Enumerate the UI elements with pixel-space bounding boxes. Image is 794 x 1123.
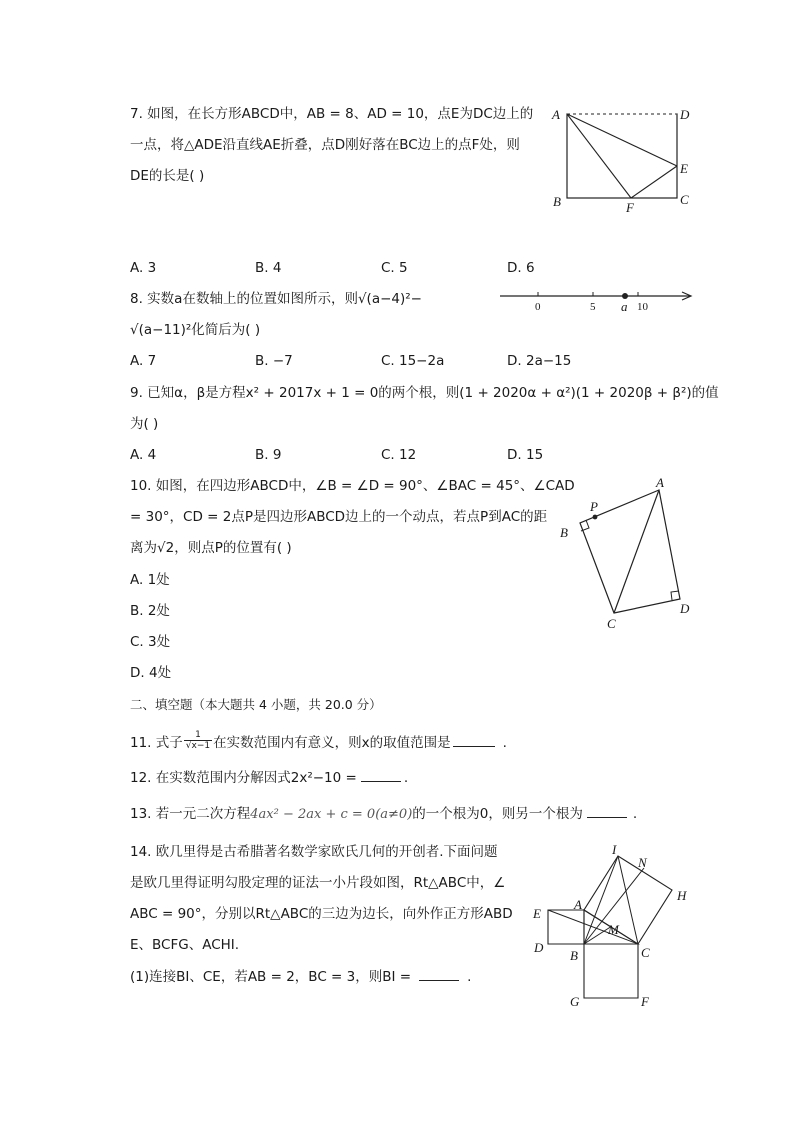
q8-option-c: C. 15−2a — [381, 353, 445, 369]
q7-label-b: B — [553, 194, 561, 209]
q7-option-d: D. 6 — [507, 260, 535, 276]
q11-text: 在实数范围内有意义，则x的取值范围是 — [213, 735, 451, 751]
q9-option-d: D. 15 — [507, 447, 544, 463]
q13-answer-blank[interactable] — [587, 803, 627, 818]
q14-line-ai — [618, 856, 638, 944]
q8-label-10: 10 — [637, 301, 648, 313]
q7-line-af — [567, 114, 631, 198]
q10-line-1: 10. 如图，在四边形ABCD中，∠B = ∠D = 90°、∠BAC = 45°、∠CAD — [130, 478, 575, 494]
q7-label-d: D — [680, 107, 690, 122]
q10-line-2: = 30°，CD = 2点P是四边形ABCD边上的一个动点，若点P到AC的距 — [130, 509, 548, 525]
q14-line-2: 是欧几里得证明勾股定理的证法一小片段如图，Rt△ABC中，∠ — [130, 875, 506, 891]
q14-square-bcfg — [584, 944, 638, 998]
q14-label-h: H — [677, 888, 687, 903]
q11-fraction — [184, 730, 212, 751]
q8-label-a: a — [621, 299, 628, 314]
q11-frac-den: √x−1 — [185, 740, 211, 751]
q13-text: 的一个根为0，则另一个根为 — [412, 806, 583, 822]
q10-diagonal-ac — [614, 490, 659, 613]
q8-label-0: 0 — [535, 301, 541, 313]
q11-answer-blank[interactable] — [453, 732, 495, 747]
q7-option-b: B. 4 — [255, 260, 282, 276]
q7-label-a: A — [552, 107, 560, 122]
q14-label-c: C — [641, 945, 650, 960]
q7-line-1: 7. 如图，在长方形ABCD中，AB = 8、AD = 10，点E为DC边上的 — [130, 106, 534, 122]
q11-prefix: 11. 式子 — [130, 735, 183, 751]
q14-label-b: B — [570, 948, 578, 963]
q10-option-d: D. 4处 — [130, 665, 172, 681]
q7-label-f: F — [626, 200, 634, 215]
q7-line-ae — [567, 114, 677, 166]
q7-label-c: C — [680, 192, 689, 207]
q14-line-1: 14. 欧几里得是古希腊著名数学家欧氏几何的开创者.下面问题 — [130, 844, 498, 860]
q12-end: . — [403, 770, 409, 786]
q10-option-b: B. 2处 — [130, 603, 170, 619]
q7-line-3: DE的长是( ) — [130, 168, 205, 184]
q13-line — [130, 803, 637, 825]
q7-line-fe — [631, 166, 677, 198]
q9-option-a: A. 4 — [130, 447, 157, 463]
q10-line-3: 离为√2，则点P的位置有( ) — [130, 540, 292, 556]
q8-line-2: √(a−11)²化简后为( ) — [130, 322, 261, 338]
q14-end: . — [467, 969, 472, 985]
q12-line — [130, 767, 408, 788]
q7-option-c: C. 5 — [381, 260, 408, 276]
q14-label-d: D — [534, 940, 544, 955]
q14-line-5 — [130, 966, 471, 987]
q14-part1-text: (1)连接BI、CE，若AB = 2，BC = 3，则BI = — [130, 969, 412, 985]
q14-label-e: E — [533, 906, 541, 921]
q9-option-b: B. 9 — [255, 447, 282, 463]
q14-label-a: A — [574, 897, 582, 912]
q14-square-abde — [548, 910, 584, 944]
q14-label-g: G — [570, 994, 580, 1009]
q8-option-b: B. −7 — [255, 353, 293, 369]
q14-label-i: I — [612, 842, 617, 857]
q14-label-m: M — [608, 922, 619, 937]
q14-pythagoras-figure — [528, 840, 698, 1010]
q10-label-d: D — [680, 601, 690, 616]
q12-text: 12. 在实数范围内分解因式2x²−10 = — [130, 770, 357, 786]
q10-label-b: B — [560, 525, 568, 540]
q8-label-5: 5 — [590, 301, 596, 313]
q13-equation: 4ax² − 2ax + c = 0(a≠0) — [250, 807, 413, 822]
q13-end: . — [632, 806, 638, 822]
q14-answer-blank[interactable] — [419, 966, 459, 981]
q11-line — [130, 729, 507, 754]
q11-end: . — [502, 735, 507, 751]
q10-point-p — [593, 515, 598, 520]
q8-option-d: D. 2a−15 — [507, 353, 572, 369]
q10-label-c: C — [607, 616, 616, 631]
q7-option-a: A. 3 — [130, 260, 157, 276]
q14-line-3: ABC = 90°，分别以Rt△ABC的三边为边长，向外作正方形ABD — [130, 906, 513, 922]
section-fill-in-heading: 二、填空题（本大题共 4 小题，共 20.0 分） — [130, 697, 382, 712]
q10-option-a: A. 1处 — [130, 572, 170, 588]
q8-line-1: 8. 实数a在数轴上的位置如图所示，则√(a−4)²− — [130, 291, 422, 307]
q14-label-f: F — [641, 994, 649, 1009]
q14-label-n: N — [638, 855, 647, 870]
q9-option-c: C. 12 — [381, 447, 417, 463]
q9-line-2: 为( ) — [130, 416, 159, 432]
q10-label-a: A — [656, 475, 664, 490]
q11-frac-num: 1 — [184, 730, 212, 741]
q8-number-line — [496, 286, 700, 316]
q10-quadrilateral-figure — [552, 475, 702, 635]
q7-label-e: E — [680, 161, 688, 176]
q10-right-angle-d — [671, 591, 679, 600]
q10-option-c: C. 3处 — [130, 634, 171, 650]
q7-rectangle-figure — [548, 100, 698, 218]
q8-option-a: A. 7 — [130, 353, 157, 369]
q13-prefix: 13. 若一元二次方程 — [130, 806, 251, 822]
q12-answer-blank[interactable] — [361, 767, 401, 782]
q14-line-4: E、BCFG、ACHI. — [130, 937, 240, 953]
q7-line-2: 一点，将△ADE沿直线AE折叠，点D刚好落在BC边上的点F处，则 — [130, 137, 520, 153]
q9-line-1: 9. 已知α，β是方程x² + 2017x + 1 = 0的两个根，则(1 + 2020α + α²)(1 + 2020β + β²)的值 — [130, 385, 719, 401]
q10-label-p: P — [590, 499, 598, 514]
